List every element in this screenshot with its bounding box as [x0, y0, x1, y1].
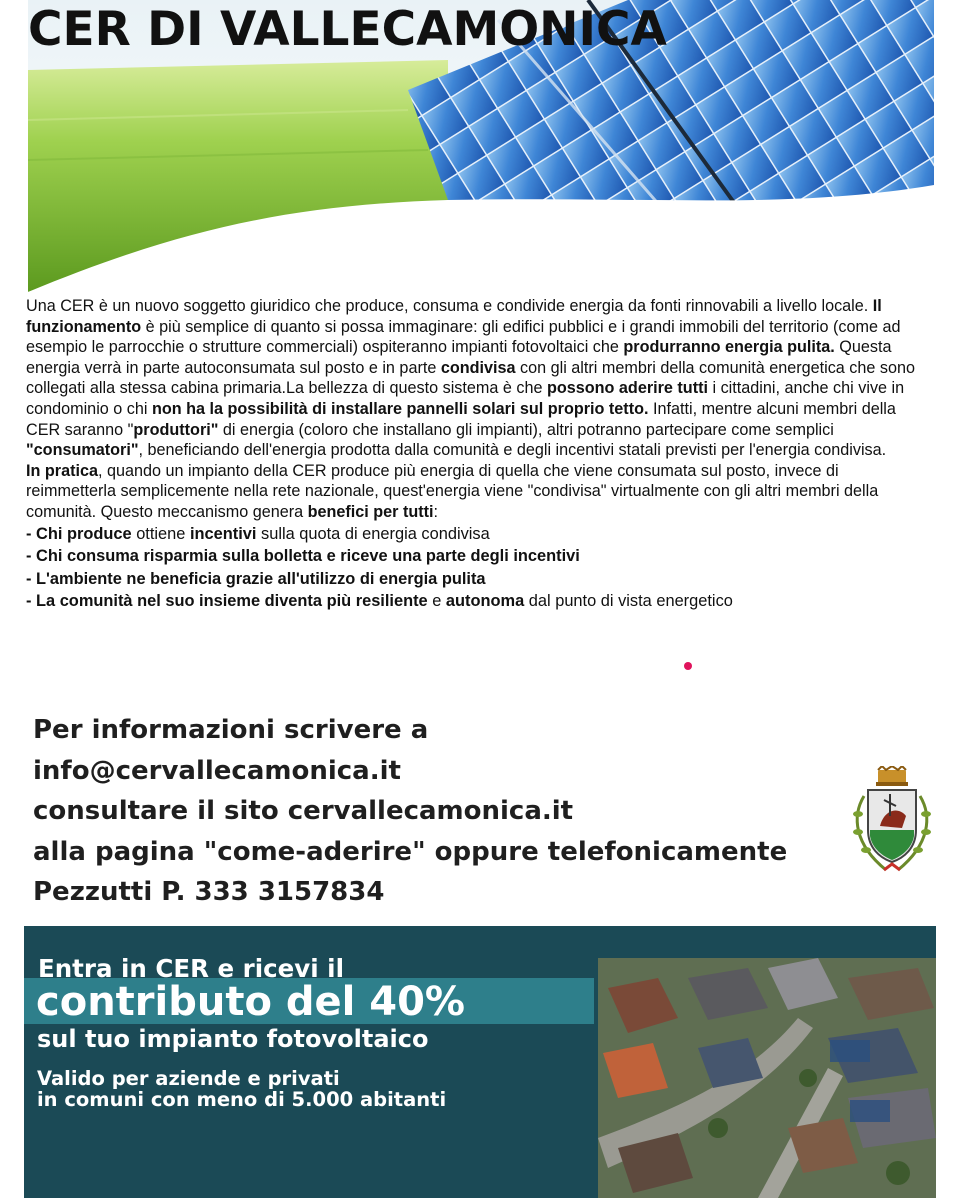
text-run: di energia (coloro che installano gli impianti), altri potranno partecipare come semplici: [218, 420, 834, 439]
bold-text-run: Il funzionamento: [26, 297, 882, 336]
bold-text-run: incentivi: [189, 524, 257, 543]
contact-phone: Pezzutti P. 333 3157834: [33, 877, 385, 907]
bold-text-run: più resiliente: [326, 592, 428, 611]
text-run: i cittadini, anche chi vive in condominio o chi: [26, 379, 905, 418]
bold-text-run: - Chi produce: [26, 524, 137, 543]
benefit-item: [26, 523, 932, 546]
text-run: ottiene: [136, 524, 190, 543]
banner-headline: contributo del 40%: [36, 979, 466, 1025]
text-run: :: [433, 502, 439, 521]
bold-text-run: In pratica: [26, 461, 98, 480]
benefit-item: [26, 568, 932, 591]
bold-text-run: produttori": [133, 420, 219, 439]
promo-banner: [24, 926, 936, 1198]
benefit-item: [26, 590, 932, 613]
text-run: dal punto di vista energetico: [524, 592, 733, 611]
bold-text-run: - L'ambiente ne beneficia grazie all'utilizzo di energia pulita: [26, 569, 486, 588]
benefits-list: [26, 523, 932, 613]
text-run: , beneficiando dell'energia prodotta dalla comunità e degli incentivi statali previsti per l'energia condivisa.: [138, 441, 887, 460]
text-run: Questa energia verrà in parte autoconsumata sul posto e in parte: [26, 338, 892, 377]
bold-text-run: "consumatori": [26, 441, 139, 460]
contact-email: info@cervallecamonica.it: [33, 755, 401, 786]
text-run: con gli altri membri della comunità energetica che sono collegati alla stessa cabina primaria.La bellezza di questo sistema è che: [26, 358, 916, 398]
text-run: e: [427, 592, 446, 611]
contact-line-1: Per informazioni scrivere a: [33, 715, 429, 745]
banner-conditions-1: Valido per aziende e privati: [37, 1067, 340, 1090]
bold-text-run: - Chi consuma risparmia sulla bolletta e riceve una parte degli incentivi: [26, 547, 580, 566]
aerial-houses-image: [598, 958, 936, 1198]
banner-conditions-2: in comuni con meno di 5.000 abitanti: [37, 1088, 447, 1111]
in-pratica-paragraph: [26, 461, 932, 523]
text-run: è più semplice di quanto si possa immaginare: gli edifici pubblici e i grandi immobili del territorio (come ad esempio le parrocchie o strutture commerciali) ospiteranno impianti fotovoltaici che: [26, 317, 901, 357]
text-run: Infatti, mentre alcuni membri della CER saranno ": [26, 399, 896, 439]
bold-text-run: autonoma: [445, 592, 525, 611]
text-run: sulla quota di energia condivisa: [256, 524, 490, 543]
bold-text-run: - La comunità nel suo insieme diventa: [26, 592, 327, 611]
bold-text-run: condivisa: [440, 358, 516, 377]
text-run: , quando un impianto della CER produce più energia di quella che viene consumata sul posto, invece di reimmetterla semplicemente nella rete nazionale, quest'energia viene "condivisa" virtualmente con gli altri membri della comunità. Questo meccanismo genera: [26, 461, 879, 521]
page-title: CER DI VALLECAMONICA: [28, 2, 667, 57]
banner-conditions: [37, 1068, 446, 1110]
contact-info: [33, 710, 787, 913]
bold-text-run: non ha la possibilità di installare pannelli solari sul proprio tetto.: [151, 399, 649, 418]
banner-line-3: sul tuo impianto fotovoltaico: [37, 1025, 429, 1053]
banner-line-1: Entra in CER e ricevi il: [38, 954, 344, 983]
body-text: [26, 296, 932, 613]
intro-paragraph: [26, 296, 932, 461]
municipal-crest-icon: [846, 766, 938, 878]
contact-website: consultare il sito cervallecamonica.it: [33, 796, 574, 826]
pink-dot-icon: [684, 662, 692, 670]
text-run: Una CER è un nuovo soggetto giuridico che produce, consuma e condivide energia da fonti rinnovabili a livello locale.: [26, 297, 873, 315]
bold-text-run: benefici per tutti: [307, 502, 434, 521]
contact-page: alla pagina "come-aderire" oppure telefonicamente: [33, 836, 788, 867]
bold-text-run: produrranno energia pulita.: [623, 338, 835, 357]
bold-text-run: possono aderire tutti: [546, 379, 708, 398]
benefit-item: [26, 545, 932, 568]
